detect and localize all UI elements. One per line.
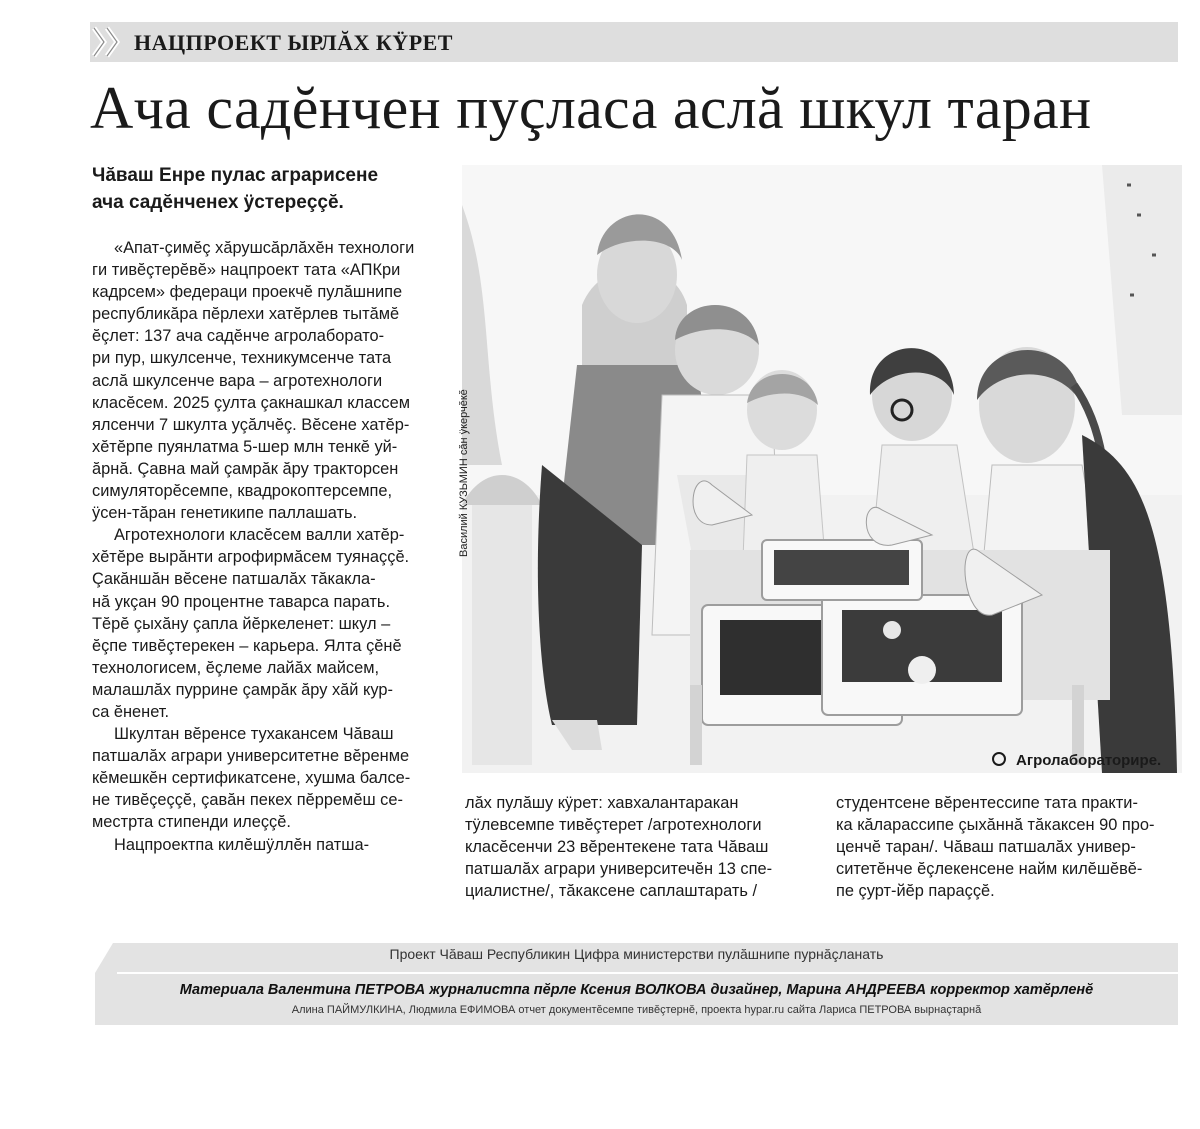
text-line: ăрнă. Çавна май çамрăк ăру тракторсен: [92, 459, 399, 478]
chevron-double-icon: [90, 26, 134, 58]
body-column-left: [92, 237, 442, 856]
photo-caption-text: Агролабораторире.: [1016, 752, 1162, 769]
rubric-band: [90, 22, 1178, 62]
photo-illustration: [462, 165, 1182, 773]
text-line: ÿсен-тăран генетикипе паллашать.: [92, 504, 358, 523]
headline: Ача садĕнчен пуçласа аслă шкул таран: [90, 75, 1092, 141]
rubric-label: НАЦПРОЕКТ ЫРЛĂХ КŸРЕТ: [134, 30, 453, 55]
text-line: Тĕрĕ çыхăну çапла йĕркеленет: шкул –: [92, 614, 391, 633]
lead-line: ача садĕнченех ÿстерeççĕ.: [92, 192, 344, 213]
body-column-middle: [465, 792, 805, 902]
text-line: лăх пулăшу кÿрет: хавхалантаракан: [465, 794, 739, 812]
text-line: малашлăх пуррине çамрăк ăру хăй кур-: [92, 680, 393, 699]
footer-project-line: Проект Чăваш Республикин Цифра министерстви пулăшнипе пурнăçланать: [389, 946, 884, 962]
text-line: пе çурт-йĕр параççĕ.: [836, 882, 995, 901]
text-line: ка кăларассипе çыхăннă тăкаксен 90 про-: [836, 816, 1155, 835]
photo-agrolab: [462, 165, 1182, 773]
footer-divider: [117, 972, 1178, 974]
text-line: циалистне/, тăкаксене саплаштарать /: [465, 882, 758, 901]
footer-docs-line: Алина ПАЙМУЛКИНА, Людмила ЕФИМОВА отчет документĕсемпе тивĕçтернĕ, проекта hypar.ru сайта Лариса ПЕТРОВА вырнаçтарнă: [291, 1004, 982, 1016]
text-line: аслă шкулсенче вара – агротехнологи: [92, 371, 383, 390]
text-line: технологисем, ĕçлеме лайăх майсем,: [92, 658, 380, 677]
text-line: патшалăх аграри университечĕн 13 спе-: [465, 860, 773, 879]
text-line: республикăра пĕрлехи хатĕрлев тытăмĕ: [92, 305, 400, 324]
text-line: нă укçан 90 процентне таварса парать.: [92, 592, 391, 611]
lead-paragraph: [92, 162, 437, 216]
text-line: тÿлевсемпе тивĕçтерет /агротехнологи: [465, 816, 762, 835]
text-line: ценчĕ таран/. Чăваш патшалăх универ-: [836, 838, 1136, 857]
footer-authors-line: Материала Валентина ПЕТРОВА журналистпа пĕрле Ксения ВОЛКОВА дизайнер, Марина АНДРЕЕВА корректор хатĕрленĕ: [179, 982, 1094, 998]
text-line: ĕçпе тивĕçтерекен – карьера. Ялта çĕнĕ: [92, 636, 402, 655]
text-line: ри пур, шкулсенче, техникумсенче тата: [92, 349, 392, 368]
photo-caption: [992, 752, 1161, 769]
text-line: са ĕненет.: [92, 702, 170, 721]
text-line: хĕтĕрпе пуянлатма 5-шер млн тенкĕ уй-: [92, 437, 398, 456]
text-line: Агротехнологи класĕсем валли хатĕр-: [114, 526, 405, 545]
body-column-right: [836, 792, 1181, 902]
text-line: класĕсем. 2025 çулта çакнашкал классем: [92, 393, 411, 412]
photo-credit: Василий КУЗЬМИН сăн ÿкерчĕкĕ: [458, 389, 470, 557]
circle-bullet-icon: [992, 752, 1006, 766]
text-line: не тивĕçеççĕ, çавăн пекех пĕрремĕш се-: [92, 791, 403, 810]
text-line: ĕçлет: 137 ача садĕнче агролаборато-: [92, 327, 385, 346]
text-line: кĕмешкĕн сертификатсене, хушма балсе-: [92, 769, 411, 788]
text-line: симуляторĕсемпе, квадрокоптерсемпе,: [92, 482, 393, 501]
text-line: хĕтĕре вырăнти агрофирмăсем туянаççĕ.: [92, 548, 410, 567]
text-line: патшалăх аграри университетне вĕренме: [92, 747, 410, 766]
text-line: Нацпроектпа килĕшÿллĕн патша-: [114, 835, 370, 854]
lead-line: Чăваш Енре пулас аграрисене: [92, 165, 379, 186]
text-line: «Апат-çимĕç хăрушсăрлăхĕн технологи: [114, 239, 415, 257]
text-line: Шкултан вĕренсе тухакансем Чăваш: [114, 725, 394, 744]
text-line: ялсенчи 7 шкулта уçăлчĕç. Вĕсене хатĕр-: [92, 415, 410, 434]
text-line: Çакăншăн вĕсене патшалăх тăкакла-: [92, 570, 376, 589]
text-line: ги тивĕçтерĕвĕ» нацпроект тата «АПКри: [92, 261, 401, 280]
text-line: местрта стипенди илеççĕ.: [92, 813, 291, 832]
text-line: кадрсем» федераци проекчĕ пулăшнипе: [92, 283, 403, 302]
text-line: класĕсенчи 23 вĕрентекене тата Чăваш: [465, 838, 769, 857]
text-line: ситетĕнче ĕçлекенсене найм килĕшĕвĕ-: [836, 860, 1143, 879]
text-line: студентсене вĕрентессипе тата практи-: [836, 794, 1138, 812]
